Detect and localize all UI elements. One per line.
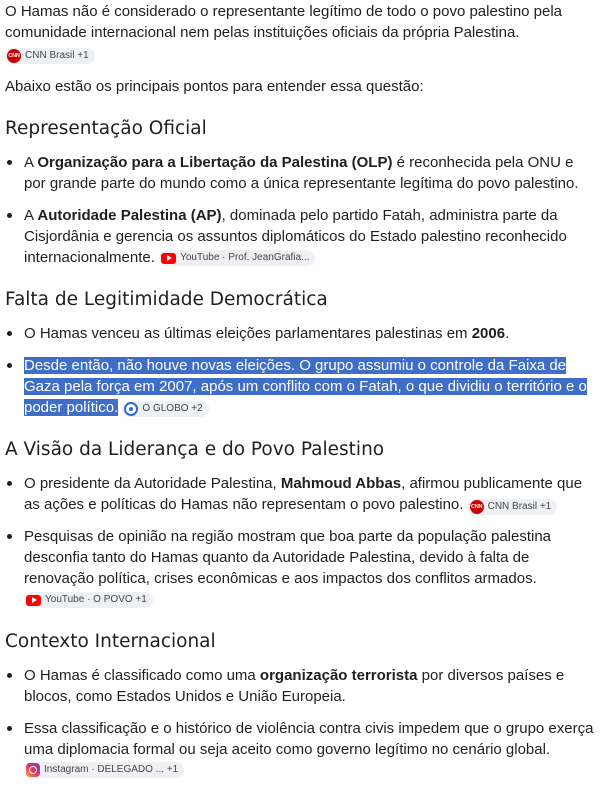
source-chip[interactable]: O GLOBO +2 [122,401,208,417]
youtube-icon [26,595,41,606]
selected-text[interactable]: Desde então, não houve novas eleições. O grupo assumiu o controle da Faixa de Gaza pela força em 2007, após um conflito com o Fatah, o que dividiu o território e o poder político. [24,357,587,416]
globo-icon [124,402,138,416]
source-chip[interactable]: YouTube · O POVO +1 [24,592,153,608]
source-chip[interactable]: CNN CNN Brasil +1 [468,499,558,515]
intro-paragraph: O Hamas não é considerado o representante legítimo de todo o povo palestino pela comunidade internacional nem pelas instituições oficiais da própria Palestina. CNN CNN Brasil +1 [5,0,596,64]
list-item: Pesquisas de opinião na região mostram que boa parte da população palestina desconfia tanto do Hamas quanto da Autoridade Palestina, devido à falta de renovação política, crises econômicas e aos impactos dos conflitos armados. YouTube · O POVO +1 [5,526,596,610]
list-item: A Autoridade Palestina (AP), dominada pelo partido Fatah, administra parte da Cisjordânia e gerencia os assuntos diplomáticos do Estado palestino reconhecido internacionalmente. YouTube · Prof. JeanGrafia... [5,205,596,268]
source-chip[interactable]: Instagram · DELEGADO ... +1 [24,762,184,778]
source-chip[interactable]: YouTube · Prof. JeanGrafia... [159,250,315,266]
instagram-icon [26,763,40,777]
section-heading: Contexto Internacional [5,631,216,652]
bullet-list [5,473,596,610]
list-item: O Hamas é classificado como uma organização terrorista por diversos países e blocos, como Estados Unidos e União Europeia. [5,665,596,707]
cnn-logo-icon: CNN [470,500,484,514]
cnn-logo-icon: CNN [7,49,21,63]
section-heading: A Visão da Liderança e do Povo Palestino [5,439,385,460]
list-item-selected [5,355,596,418]
bullet-list [5,323,596,418]
bullet-list [5,665,596,781]
list-item: O presidente da Autoridade Palestina, Mahmoud Abbas, afirmou publicamente que as ações e políticas do Hamas não representam o povo palestino. CNN CNN Brasil +1 [5,473,596,515]
lead-paragraph: Abaixo estão os principais pontos para entender essa questão: [5,78,424,95]
list-item: A Organização para a Libertação da Palestina (OLP) é reconhecida pela ONU e por grande parte do mundo como a única representante legítima do povo palestino. [5,152,596,194]
section-heading: Representação Oficial [5,118,207,139]
list-item: O Hamas venceu as últimas eleições parlamentares palestinas em 2006. [5,323,596,344]
section-heading: Falta de Legitimidade Democrática [5,289,328,310]
source-chip[interactable]: CNN CNN Brasil +1 [5,48,95,64]
bullet-list [5,152,596,268]
youtube-icon [161,253,176,264]
list-item: Essa classificação e o histórico de violência contra civis impedem que o grupo exerça uma diplomacia formal ou seja aceito como governo legítimo no cenário global. Instagram · DELEGADO ... +1 [5,718,596,781]
